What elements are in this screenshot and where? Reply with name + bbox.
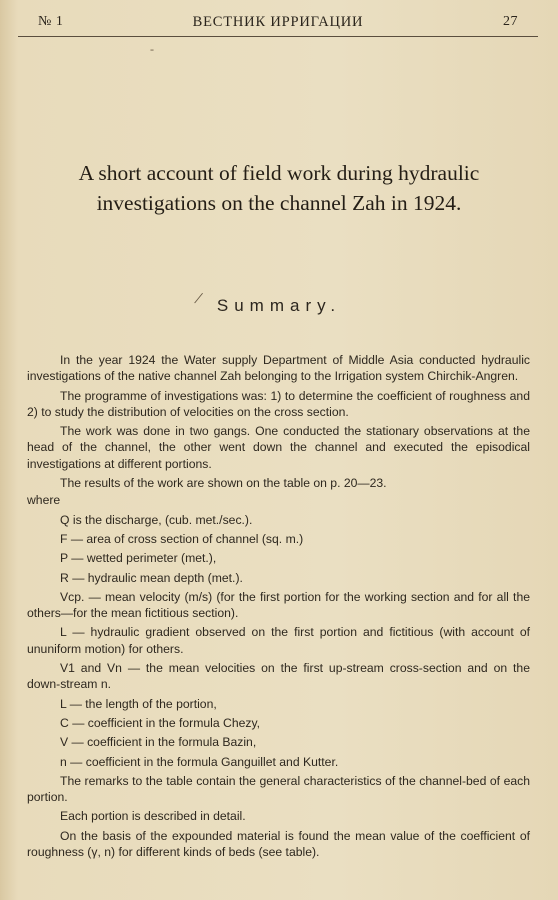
definition-l-gradient: L — hydraulic gradient observed on the first portion and fictitious (with account of ununiform motion) for others. bbox=[27, 625, 530, 656]
running-header bbox=[38, 12, 518, 34]
title-line-2: investigations on the channel Zah in 1924. bbox=[96, 191, 462, 215]
definition-p: P — wetted perimeter (met.), bbox=[60, 551, 217, 566]
paragraph-5: The remarks to the table contain the general characteristics of the channel-bed of each portion. bbox=[27, 773, 530, 805]
definition-v: V — coefficient in the formula Bazin, bbox=[60, 735, 257, 750]
definition-vcp: Vcp. — mean velocity (m/s) (for the first portion for the working section and for all the others—for the mean fictitious section). bbox=[27, 589, 530, 621]
paragraph-7: On the basis of the expounded material is found the mean value of the coefficient of roughness (γ, n) for different kinds of beds (see table). bbox=[27, 828, 530, 860]
paragraph-1: In the year 1924 the Water supply Department of Middle Asia conducted hydraulic investigations of the native channel Zah belonging to the Irrigation system Chirchik-Angren. bbox=[27, 353, 530, 384]
definition-r: R — hydraulic mean depth (met.). bbox=[60, 570, 243, 585]
journal-title: ВЕСТНИК ИРРИГАЦИИ bbox=[192, 14, 364, 30]
definition-f: F — area of cross section of channel (sq. m.) bbox=[60, 531, 304, 546]
definition-q: Q is the discharge, (cub. met./sec.). bbox=[60, 512, 253, 527]
definition-l-length: L — the length of the portion, bbox=[60, 696, 217, 711]
title-line-1: A short account of field work during hydraulic bbox=[78, 161, 480, 185]
definition-n: n — coefficient in the formula Ganguillet and Kutter. bbox=[60, 754, 339, 769]
where-label: where bbox=[27, 493, 61, 508]
paragraph-3: The work was done in two gangs. One conducted the stationary observations at the head of the channel, the other went down the channel and executed the episodical investigations at different portions. bbox=[27, 424, 530, 471]
definition-c: C — coefficient in the formula Chezy, bbox=[60, 715, 261, 730]
paragraph-6: Each portion is described in detail. bbox=[60, 809, 246, 824]
issue-number: № 1 bbox=[38, 14, 64, 29]
article-body bbox=[27, 352, 530, 863]
pencil-mark: / bbox=[192, 287, 205, 309]
definition-v1-vn: V1 and Vn — the mean velocities on the first up-stream cross-section and on the down-stream n. bbox=[27, 661, 530, 692]
article-title bbox=[20, 158, 538, 218]
summary-heading: Summary. bbox=[216, 296, 342, 315]
ink-speck: - bbox=[150, 42, 154, 56]
paragraph-2: The programme of investigations was: 1) to determine the coefficient of roughness and 2) to study the distribution of velocities on the cross section. bbox=[27, 388, 530, 419]
page-number: 27 bbox=[503, 14, 518, 29]
header-rule bbox=[18, 36, 538, 37]
paragraph-4: The results of the work are shown on the table on p. 20—23. bbox=[60, 476, 387, 491]
